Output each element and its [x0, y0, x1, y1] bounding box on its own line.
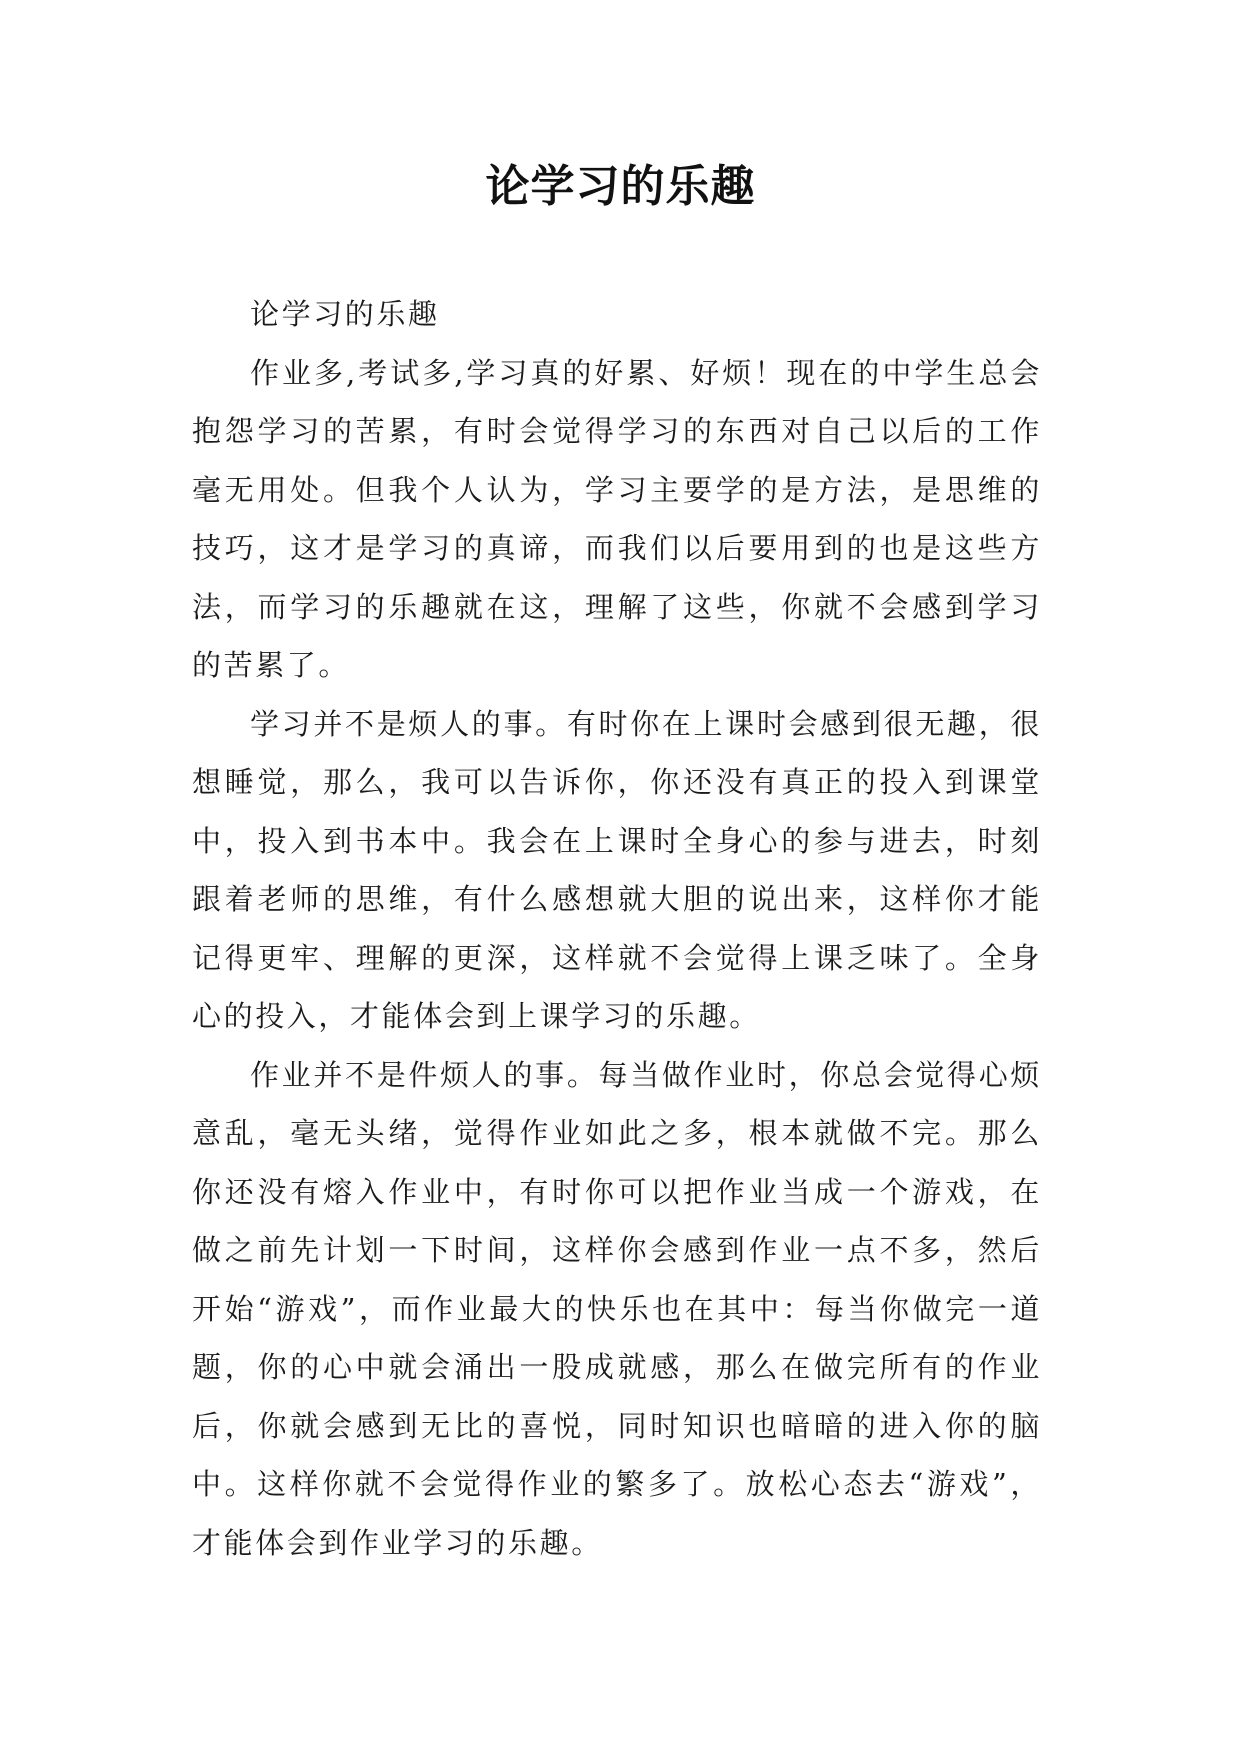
body-paragraph-1: 作业多,考试多,学习真的好累、好烦！现在的中学生总会抱怨学习的苦累，有时会觉得学习的东西对自己以后的工作毫无用处。但我个人认为，学习主要学的是方法，是思维的技巧，这才是学习的真谛，而我们以后要用到的也是这些方法，而学习的乐趣就在这，理解了这些，你就不会感到学习的苦累了。	[192, 355, 1042, 682]
subtitle-paragraph: 论学习的乐趣	[250, 297, 440, 331]
document-title: 论学习的乐趣	[485, 161, 756, 212]
body-paragraph-2: 学习并不是烦人的事。有时你在上课时会感到很无趣，很想睡觉，那么，我可以告诉你，你还没有真正的投入到课堂中，投入到书本中。我会在上课时全身心的参与进去，时刻跟着老师的思维，有什么感想就大胆的说出来，这样你才能记得更牢、理解的更深，这样就不会觉得上课乏味了。全身心的投入，才能体会到上课学习的乐趣。	[192, 706, 1042, 1033]
body-paragraph-3: 作业并不是件烦人的事。每当做作业时，你总会觉得心烦意乱，毫无头绪，觉得作业如此之多，根本就做不完。那么你还没有熔入作业中，有时你可以把作业当成一个游戏，在做之前先计划一下时间，这样你会感到作业一点不多，然后开始“游戏”，而作业最大的快乐也在其中：每当你做完一道题，你的心中就会涌出一股成就感，那么在做完所有的作业后，你就会感到无比的喜悦，同时知识也暗暗的进入你的脑中。这样你就不会觉得作业的繁多了。放松心态去“游戏”，才能体会到作业学习的乐趣。	[192, 1057, 1042, 1560]
document-body	[192, 285, 1042, 1572]
